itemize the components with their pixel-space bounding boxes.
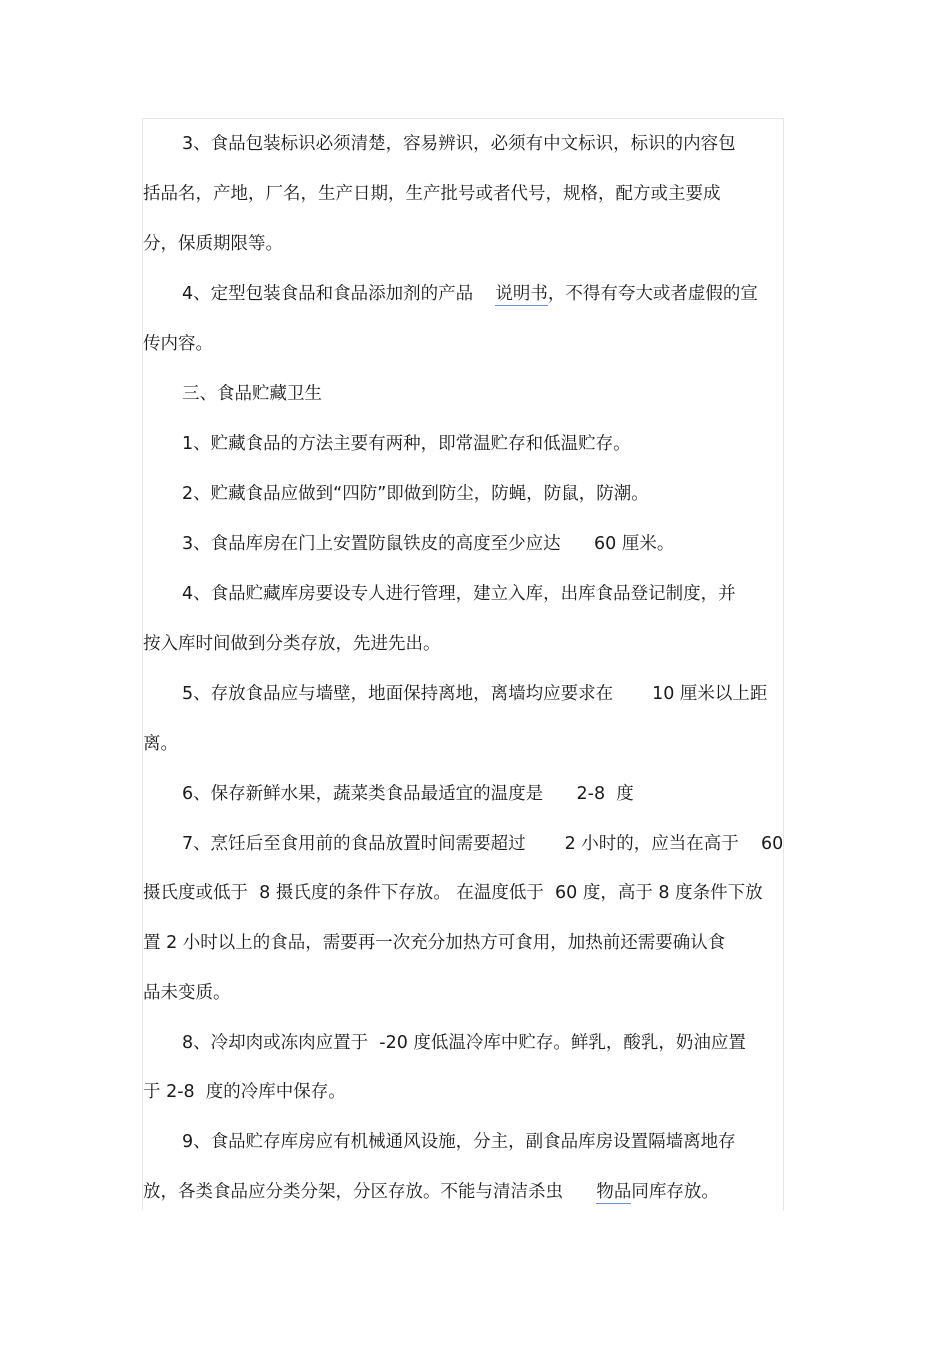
line-text: 6、保存新鲜水果，蔬菜类食品最适宜的温度是 2-8 度	[182, 784, 634, 804]
line-text: 离。	[143, 734, 178, 754]
items-link[interactable]: 物品	[596, 1182, 632, 1202]
line-text: 括品名，产地，厂名，生产日期，生产批号或者代号，规格，配方或主要成	[143, 184, 721, 204]
line-text: 4、定型包装食品和食品添加剂的产品	[182, 284, 496, 304]
line-text: 按入库时间做到分类存放，先进先出。	[143, 634, 441, 654]
text-line	[143, 732, 783, 756]
text-line	[143, 182, 783, 206]
line-text: 4、食品贮藏库房要设专人进行管理，建立入库，出库食品登记制度，并	[182, 584, 736, 604]
text-line	[143, 1130, 822, 1154]
text-line	[143, 582, 822, 606]
text-line	[143, 782, 822, 806]
text-line	[143, 132, 822, 156]
line-text: 放，各类食品应分类分架，分区存放。不能与清洁杀虫	[143, 1182, 597, 1202]
text-line	[143, 282, 822, 306]
line-text: 摄氏度或低于 8 摄氏度的条件下存放。 在温度低于 60 度，高于 8 度条件下放	[143, 883, 763, 903]
text-line	[143, 832, 822, 856]
text-line	[143, 981, 783, 1005]
text-line	[143, 1031, 822, 1055]
line-text: 分，保质期限等。	[143, 234, 283, 254]
text-line	[143, 532, 822, 556]
text-line	[143, 432, 822, 456]
page-border-top	[142, 118, 784, 119]
section-heading	[143, 382, 822, 406]
line-text: 2、贮藏食品应做到“四防”即做到防尘，防蝇，防鼠，防潮。	[182, 484, 649, 504]
line-text: 1、贮藏食品的方法主要有两种，即常温贮存和低温贮存。	[182, 434, 631, 454]
line-text: 3、食品包装标识必须清楚，容易辨识，必须有中文标识，标识的内容包	[182, 134, 736, 154]
line-text: 置 2 小时以上的食品，需要再一次充分加热方可食用，加热前还需要确认食	[143, 933, 726, 953]
line-text: 三、食品贮藏卫生	[182, 384, 322, 404]
line-text: 3、食品库房在门上安置防鼠铁皮的高度至少应达 60 厘米。	[182, 534, 675, 554]
line-text: 品未变质。	[143, 983, 231, 1003]
text-line	[143, 1080, 783, 1104]
text-line	[143, 482, 822, 506]
line-text: 同库存放。	[631, 1182, 719, 1202]
text-line	[143, 632, 783, 656]
text-line	[143, 931, 783, 955]
line-text: 7、烹饪后至食用前的食品放置时间需要超过 2 小时的，应当在高于 60	[182, 834, 784, 854]
line-text: 传内容。	[143, 334, 213, 354]
line-text: 于 2-8 度的冷库中保存。	[143, 1082, 346, 1102]
text-line	[143, 232, 783, 256]
manual-link[interactable]: 说明书	[495, 284, 548, 304]
text-line	[143, 332, 783, 356]
text-line	[143, 881, 783, 905]
line-text: 9、食品贮存库房应有机械通风设施，分主，副食品库房设置隔墙离地存	[182, 1132, 736, 1152]
text-line	[143, 682, 822, 706]
line-text: ，不得有夸大或者虚假的宣	[547, 284, 758, 304]
text-line	[143, 1180, 783, 1204]
line-text: 5、存放食品应与墙壁，地面保持离地，离墙均应要求在 10 厘米以上距	[182, 684, 768, 704]
line-text: 8、冷却肉或冻肉应置于 -20 度低温冷库中贮存。鲜乳，酸乳，奶油应置	[182, 1033, 746, 1053]
